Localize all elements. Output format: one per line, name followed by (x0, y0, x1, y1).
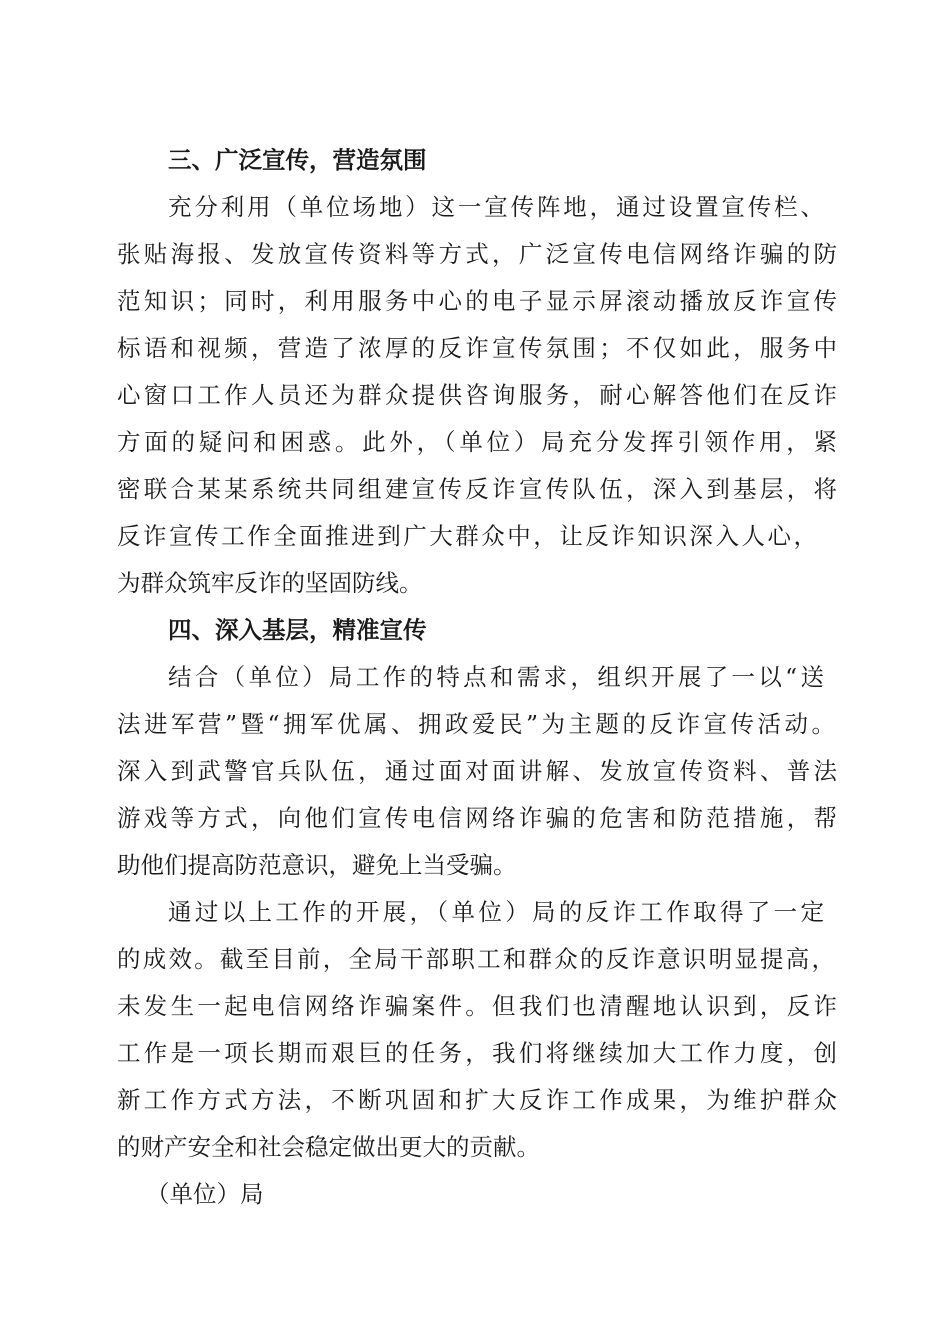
paragraph-line: 方面的疑问和困惑。此外，（单位）局充分发挥引领作用，紧 (117, 428, 837, 456)
paragraph-line: 标语和视频，营造了浓厚的反诈宣传氛围；不仅如此，服务中 (117, 334, 837, 362)
section-heading-4: 四、深入基层，精准宣传 (168, 616, 427, 644)
section-heading-3: 三、广泛宣传，营造氛围 (168, 146, 427, 174)
paragraph-line: 助他们提高防范意识，避免上当受骗。 (117, 851, 517, 879)
signature: （单位）局 (146, 1180, 264, 1208)
paragraph-line: 工作是一项长期而艰巨的任务，我们将继续加大工作力度，创 (117, 1039, 837, 1067)
paragraph-line: 的成效。截至目前，全局干部职工和群众的反诈意识明显提高， (117, 945, 835, 973)
paragraph-line: 充分利用（单位场地）这一宣传阵地，通过设置宣传栏、 (168, 193, 824, 221)
paragraph-line: 心窗口工作人员还为群众提供咨询服务，耐心解答他们在反诈 (117, 381, 837, 409)
paragraph-line: 的财产安全和社会稳定做出更大的贡献。 (117, 1133, 540, 1161)
paragraph-line: 深入到武警官兵队伍，通过面对面讲解、发放宣传资料、普法 (117, 757, 837, 785)
paragraph-line: 密联合某某系统共同组建宣传反诈宣传队伍，深入到基层，将 (117, 475, 837, 503)
paragraph-line: 法进军营”暨“拥军优属、拥政爱民”为主题的反诈宣传活动。 (117, 710, 835, 738)
paragraph-line: 反诈宣传工作全面推进到广大群众中，让反诈知识深入人心， (117, 522, 817, 550)
paragraph-line: 游戏等方式，向他们宣传电信网络诈骗的危害和防范措施，帮 (117, 804, 837, 832)
paragraph-line: 为群众筑牢反诈的坚固防线。 (117, 569, 423, 597)
paragraph-line: 通过以上工作的开展，（单位）局的反诈工作取得了一定 (168, 898, 824, 926)
paragraph-line: 未发生一起电信网络诈骗案件。但我们也清醒地认识到，反诈 (117, 992, 837, 1020)
paragraph-line: 张贴海报、发放宣传资料等方式，广泛宣传电信网络诈骗的防 (117, 240, 837, 268)
paragraph-line: 新工作方式方法，不断巩固和扩大反诈工作成果，为维护群众 (117, 1086, 837, 1114)
paragraph-line: 范知识；同时，利用服务中心的电子显示屏滚动播放反诈宣传 (117, 287, 837, 315)
paragraph-line: 结合（单位）局工作的特点和需求，组织开展了一以“送 (168, 663, 824, 691)
